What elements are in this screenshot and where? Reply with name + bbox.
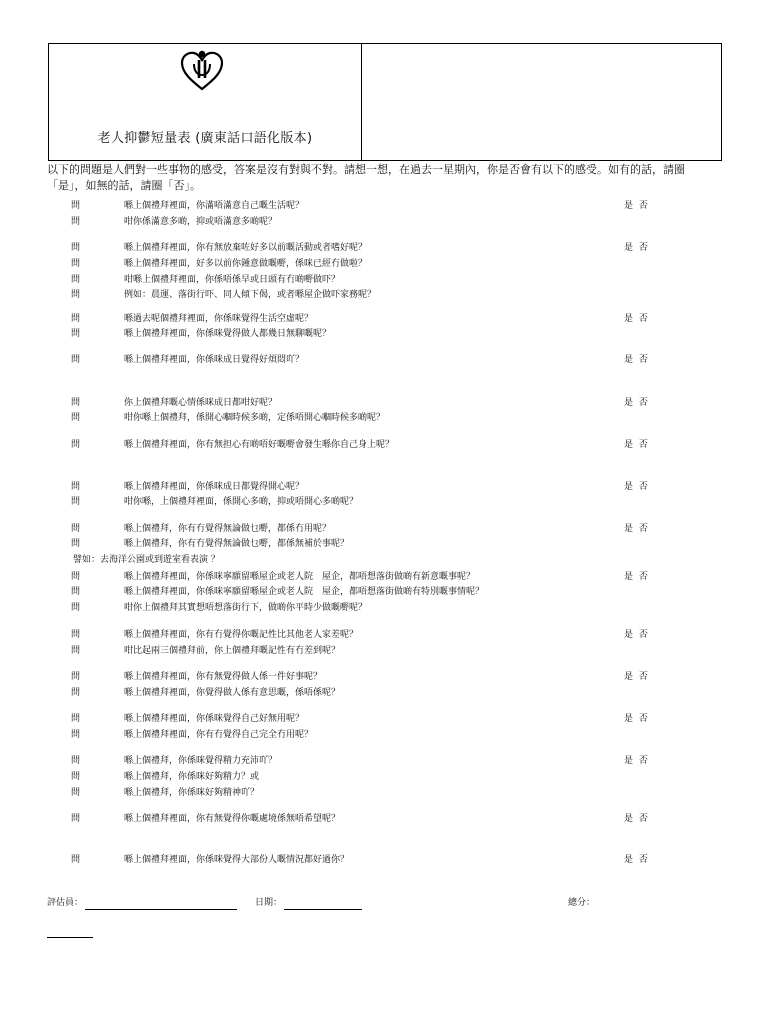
question-marker: 問 <box>71 756 81 766</box>
question-text: 喺上個禮拜，你有冇覺得無論做乜嘢，都係無補於事呢？ <box>124 539 350 549</box>
question-text: 喺上個禮拜裡面，你係咪寧願留喺屋企或老人院 屋企，都唔想落街做啲有新意嘅事呢？ <box>124 572 476 582</box>
question-row <box>0 628 768 643</box>
question-marker: 問 <box>71 329 81 339</box>
answer-options[interactable]: 是 否 <box>624 672 648 682</box>
question-row <box>0 396 768 411</box>
question-text: 喺上個禮拜，你係咪好夠精力？或 <box>124 772 260 782</box>
question-text: 喺上個禮拜，你係咪覺得精力充沛吖？ <box>124 756 278 766</box>
header-blank-cell <box>362 44 721 160</box>
question-marker: 問 <box>71 814 81 824</box>
question-row <box>0 288 768 303</box>
question-text: 喺上個禮拜裡面，你滿唔滿意自己嘅生活呢？ <box>124 201 305 211</box>
answer-options[interactable]: 是 否 <box>624 201 648 211</box>
answer-options[interactable]: 是 否 <box>624 314 648 324</box>
assessor-field <box>47 896 237 910</box>
answer-options[interactable]: 是 否 <box>624 440 648 450</box>
question-text: 咁你上個禮拜其實想唔想落街行下，做啲你平時少做嘅嘢呢？ <box>124 603 368 613</box>
question-marker: 問 <box>71 497 81 507</box>
question-row <box>0 438 768 453</box>
question-row <box>0 257 768 272</box>
question-row <box>0 770 768 785</box>
answer-options[interactable]: 是 否 <box>624 714 648 724</box>
answer-options[interactable]: 是 否 <box>624 572 648 582</box>
question-row <box>0 199 768 214</box>
question-row <box>0 670 768 685</box>
score-field <box>568 896 595 910</box>
date-field <box>255 896 362 910</box>
question-text: 喺過去呢個禮拜裡面，你係咪覺得生活空虛呢？ <box>124 314 314 324</box>
question-marker: 問 <box>71 855 81 865</box>
question-marker: 問 <box>71 572 81 582</box>
question-marker: 問 <box>71 603 81 613</box>
question-marker: 問 <box>71 290 81 300</box>
question-row <box>0 853 768 868</box>
question-marker: 問 <box>71 482 81 492</box>
question-row <box>0 644 768 659</box>
answer-options[interactable]: 是 否 <box>624 814 648 824</box>
question-marker: 問 <box>71 587 81 597</box>
question-text: 咁你喺上個禮拜，係開心嗰時候多啲，定係唔開心嗰時候多啲呢？ <box>124 413 386 423</box>
question-text: 喺上個禮拜裡面，你係咪覺得自己好無用呢？ <box>124 714 305 724</box>
question-text: 喺上個禮拜裡面，你係咪成日覺得好煩悶吖？ <box>124 355 305 365</box>
date-line[interactable] <box>284 899 362 910</box>
question-text: 咁比起兩三個禮拜前，你上個禮拜嘅記性有冇差到呢？ <box>124 646 341 656</box>
question-row <box>0 686 768 701</box>
question-marker: 問 <box>71 201 81 211</box>
question-row <box>0 537 768 552</box>
question-marker: 問 <box>71 788 81 798</box>
question-text: 喺上個禮拜裡面，你覺得做人係有意思嘅，係唔係呢？ <box>124 688 341 698</box>
answer-options[interactable]: 是 否 <box>624 482 648 492</box>
example-note: 譬如：去海洋公園或到遊室看表演 ？ <box>73 555 220 565</box>
question-row <box>0 786 768 801</box>
question-marker: 問 <box>71 413 81 423</box>
question-row <box>0 215 768 230</box>
question-text: 喺上個禮拜裡面，你有無覺得做人係一件好事呢？ <box>124 672 323 682</box>
answer-options[interactable]: 是 否 <box>624 355 648 365</box>
question-text: 喺上個禮拜裡面，你有冇覺得自己完全冇用呢？ <box>124 730 314 740</box>
question-text: 喺上個禮拜裡面，你有無放棄咗好多以前嘅活動或者嗜好呢？ <box>124 243 368 253</box>
answer-options[interactable]: 是 否 <box>624 243 648 253</box>
form-title: 老人抑鬱短量表 (廣東話口語化版本) <box>97 131 313 146</box>
question-row <box>0 312 768 327</box>
question-row <box>0 480 768 495</box>
question-marker: 問 <box>71 539 81 549</box>
assessor-label: 評估員： <box>47 898 84 908</box>
question-row <box>0 712 768 727</box>
footnote-separator <box>47 937 93 938</box>
question-marker: 問 <box>71 217 81 227</box>
question-marker: 問 <box>71 275 81 285</box>
assessor-signature-line[interactable] <box>85 899 237 910</box>
question-marker: 問 <box>71 672 81 682</box>
score-label: 總分： <box>568 898 596 908</box>
answer-options[interactable]: 是 否 <box>624 630 648 640</box>
question-text: 咁你係滿意多啲，抑或唔滿意多啲呢？ <box>124 217 278 227</box>
question-text: 咁喺上個禮拜裡面，你係唔係早或日頭有冇啲嘢做吓？ <box>124 275 341 285</box>
question-text: 喺上個禮拜，你係咪好夠精神吖？ <box>124 788 260 798</box>
question-row <box>0 812 768 827</box>
question-marker: 問 <box>71 314 81 324</box>
question-marker: 問 <box>71 524 81 534</box>
answer-options[interactable]: 是 否 <box>624 756 648 766</box>
question-marker: 問 <box>71 646 81 656</box>
question-text: 喺上個禮拜裡面，你係咪寧願留喺屋企或老人院 屋企，都唔想落街做啲有特別嘅事情呢？ <box>124 587 485 597</box>
question-text: 喺上個禮拜，你有冇覺得無論做乜嘢，都係冇用呢？ <box>124 524 332 534</box>
question-row <box>0 353 768 368</box>
question-marker: 問 <box>71 714 81 724</box>
question-row <box>0 411 768 426</box>
question-row <box>0 241 768 256</box>
question-row <box>0 570 768 585</box>
question-text: 咁你喺，上個禮拜裡面，係開心多啲，抑或唔開心多啲呢？ <box>124 497 359 507</box>
question-marker: 問 <box>71 630 81 640</box>
question-marker: 問 <box>71 243 81 253</box>
question-text: 喺上個禮拜裡面，你係咪覺得大部份人嘅情況都好過你？ <box>124 855 350 865</box>
question-marker: 問 <box>71 355 81 365</box>
question-row <box>0 327 768 342</box>
answer-options[interactable]: 是 否 <box>624 524 648 534</box>
header-title-cell <box>49 44 362 160</box>
question-text: 喺上個禮拜裡面，你有無担心有啲唔好嘅嘢會發生喺你自己身上呢？ <box>124 440 395 450</box>
question-text: 喺上個禮拜裡面，你係咪成日都覺得開心呢？ <box>124 482 305 492</box>
question-text: 例如：晨運、落街行吓、同人傾下偈，或者喺屋企做吓家務呢？ <box>124 290 377 300</box>
question-text: 喺上個禮拜裡面，好多以前你鍾意做嘅嘢，係咪已經冇做啦？ <box>124 259 368 269</box>
organization-logo-icon <box>178 48 226 92</box>
form-instructions: 以下的問題是人們對一些事物的感受，答案是沒有對與不對。請想一想，在過去一星期內，你是否會有以下的感受。如有的話，請圈「是」，如無的話，請圈「否」。 <box>47 163 685 192</box>
question-text: 喺上個禮拜裡面，你有無覺得你嘅處境係無唔希望呢？ <box>124 814 341 824</box>
question-row <box>0 495 768 510</box>
question-row <box>0 585 768 600</box>
question-marker: 問 <box>71 259 81 269</box>
question-marker: 問 <box>71 772 81 782</box>
form-header <box>48 43 722 161</box>
question-marker: 問 <box>71 730 81 740</box>
question-marker: 問 <box>71 688 81 698</box>
answer-options[interactable]: 是 否 <box>624 855 648 865</box>
question-marker: 問 <box>71 398 81 408</box>
question-row <box>0 601 768 616</box>
question-text: 喺上個禮拜裡面，你係咪覺得做人都幾日無聊嘅呢？ <box>124 329 332 339</box>
question-row <box>0 273 768 288</box>
question-text: 喺上個禮拜裡面，你有冇覺得你嘅記性比其他老人家差呢？ <box>124 630 359 640</box>
question-row <box>0 728 768 743</box>
question-row <box>0 754 768 769</box>
question-row <box>0 522 768 537</box>
date-label: 日期： <box>255 898 283 908</box>
answer-options[interactable]: 是 否 <box>624 398 648 408</box>
question-marker: 問 <box>71 440 81 450</box>
question-text: 你上個禮拜嘅心情係咪成日都咁好呢？ <box>124 398 278 408</box>
